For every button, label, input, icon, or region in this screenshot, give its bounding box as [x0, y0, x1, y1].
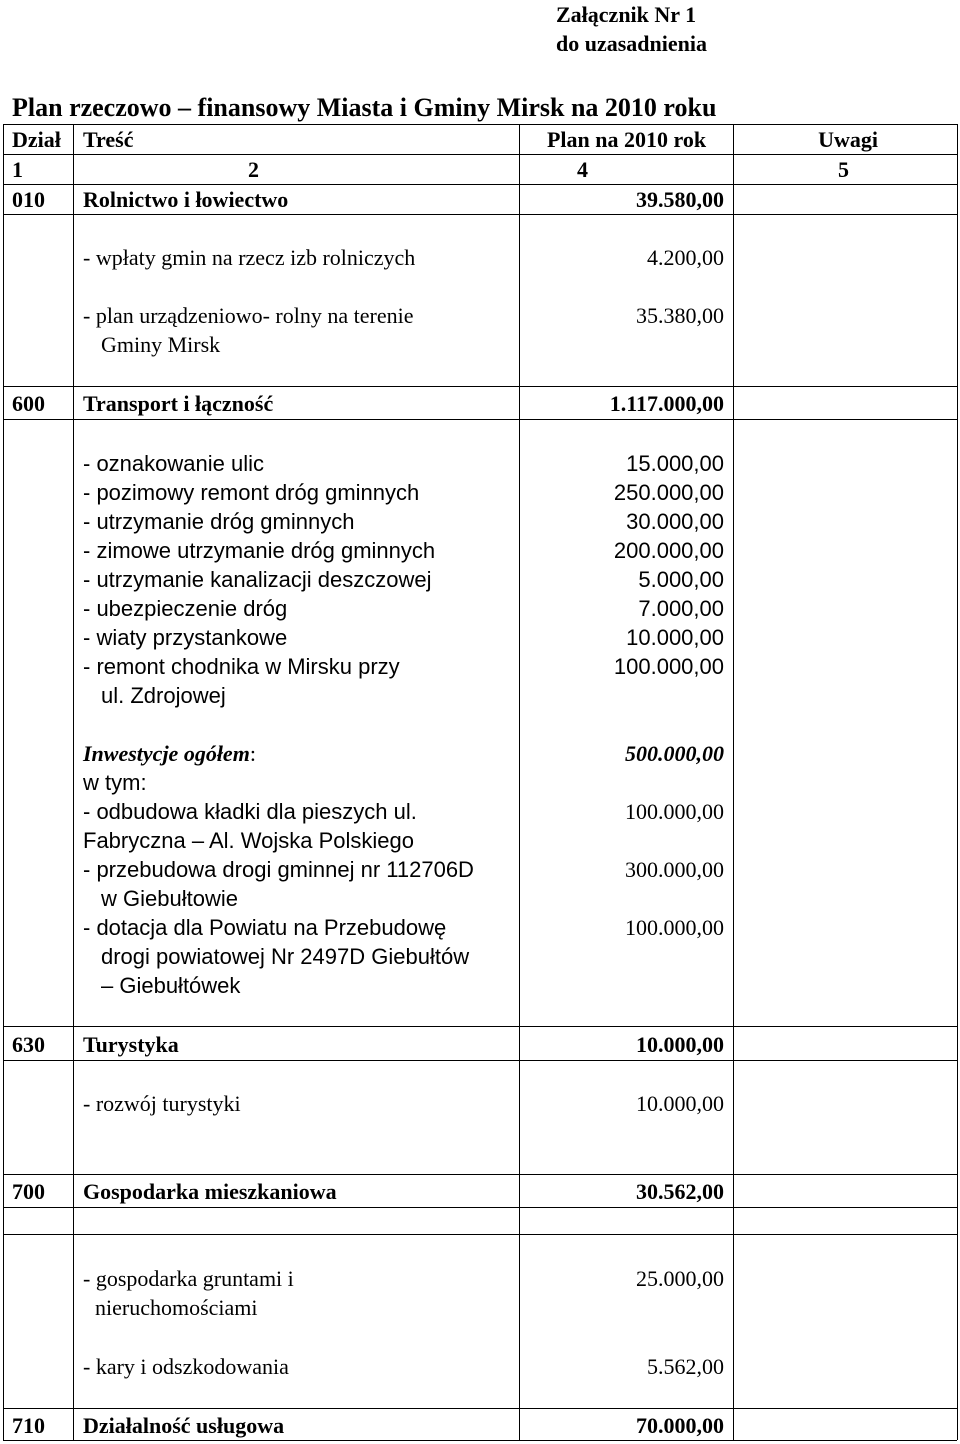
annex-line-1: Załącznik Nr 1	[556, 2, 697, 27]
section-name: Gospodarka mieszkaniowa	[83, 1179, 337, 1204]
section-total: 70.000,00	[636, 1413, 724, 1438]
item-value: 5.562,00	[647, 1354, 724, 1379]
investment-text: - przebudowa drogi gminnej nr 112706D	[83, 857, 474, 882]
section-name: Transport i łączność	[83, 391, 274, 416]
item-value: 250.000,00	[613, 480, 724, 505]
section-code: 600	[12, 391, 45, 416]
rule-010-end	[3, 386, 957, 387]
item-value: 15.000,00	[626, 451, 724, 476]
section-code: 630	[12, 1032, 45, 1057]
investment-text-cont: drogi powiatowej Nr 2497D Giebułtów	[101, 944, 470, 969]
section-name: Działalność usługowa	[83, 1413, 285, 1438]
item-value: 30.000,00	[626, 509, 724, 534]
investment-value: 300.000,00	[625, 857, 724, 882]
item-text: - utrzymanie dróg gminnych	[83, 509, 355, 534]
investment-text-cont: w Giebułtowie	[101, 886, 238, 911]
section-total: 1.117.000,00	[609, 391, 724, 416]
item-text: - utrzymanie kanalizacji deszczowej	[83, 567, 432, 592]
section-name: Rolnictwo i łowiectwo	[83, 187, 289, 212]
item-text: - gospodarka gruntami i	[83, 1266, 294, 1291]
item-value: 10.000,00	[636, 1091, 724, 1116]
investments-label-text: Inwestycje ogółem	[83, 741, 250, 766]
section-total: 39.580,00	[636, 187, 724, 212]
header-uwagi: Uwagi	[818, 127, 878, 152]
item-value: 200.000,00	[613, 538, 724, 563]
item-text: - kary i odszkodowania	[83, 1354, 289, 1379]
item-text-cont: nieruchomościami	[95, 1295, 258, 1320]
rule-600	[3, 419, 957, 420]
investment-value: 100.000,00	[625, 799, 724, 824]
investment-value: 100.000,00	[625, 915, 724, 940]
item-text: - pozimowy remont dróg gminnych	[83, 480, 420, 505]
rule-700	[3, 1207, 957, 1208]
item-text: - rozwój turystyki	[83, 1091, 241, 1116]
col-line-right	[957, 124, 958, 1440]
header-tresc: Treść	[83, 127, 134, 152]
annex-line-2: do uzasadnienia	[556, 31, 707, 56]
item-value: 25.000,00	[636, 1266, 724, 1291]
section-code: 700	[12, 1179, 45, 1204]
item-text: - plan urządzeniowo- rolny na terenie	[83, 303, 414, 328]
investment-text: - dotacja dla Powiatu na Przebudowę	[83, 915, 447, 940]
rule-630-end	[3, 1174, 957, 1175]
colnum-1: 1	[12, 157, 23, 182]
header-plan: Plan na 2010 rok	[546, 127, 707, 152]
rule-710	[3, 1440, 957, 1441]
colnum-4: 4	[577, 157, 588, 182]
section-code: 010	[12, 187, 45, 212]
colnum-5: 5	[838, 157, 849, 182]
investments-label	[83, 739, 256, 768]
rule-700-end	[3, 1408, 957, 1409]
investments-wtym: w tym:	[83, 770, 147, 795]
investment-text-cont: – Giebułtówek	[101, 973, 241, 998]
item-value: 100.000,00	[613, 654, 724, 679]
rule-700-gap	[3, 1234, 957, 1235]
section-code: 710	[12, 1413, 45, 1438]
investment-text-cont: Fabryczna – Al. Wojska Polskiego	[83, 828, 414, 853]
section-name: Turystyka	[83, 1032, 179, 1057]
section-total: 30.562,00	[636, 1179, 724, 1204]
col-line-dzial	[73, 124, 74, 1440]
section-total: 10.000,00	[636, 1032, 724, 1057]
annex-heading	[556, 0, 956, 58]
document-title: Plan rzeczowo – finansowy Miasta i Gminy Mirsk na 2010 roku	[12, 93, 717, 122]
item-text: - wpłaty gmin na rzecz izb rolniczych	[83, 245, 416, 270]
rule-header	[3, 154, 957, 155]
item-text: - ubezpieczenie dróg	[83, 596, 288, 621]
header-dzial: Dział	[12, 127, 61, 152]
item-text: - wiaty przystankowe	[83, 625, 288, 650]
investments-colon: :	[249, 741, 256, 766]
item-value: 7.000,00	[638, 596, 724, 621]
item-text: - remont chodnika w Mirsku przy	[83, 654, 400, 679]
investment-text: - odbudowa kładki dla pieszych ul.	[83, 799, 417, 824]
col-line-plan	[733, 124, 734, 1440]
colnum-2: 2	[248, 157, 259, 182]
col-line-left	[3, 124, 4, 1440]
rule-630	[3, 1060, 957, 1061]
rule-010	[3, 214, 957, 215]
item-value: 35.380,00	[636, 303, 724, 328]
item-text: - zimowe utrzymanie dróg gminnych	[83, 538, 436, 563]
rule-600-end	[3, 1026, 957, 1027]
item-text-cont: Gminy Mirsk	[101, 332, 221, 357]
item-text: - oznakowanie ulic	[83, 451, 264, 476]
item-text-cont: ul. Zdrojowej	[101, 683, 226, 708]
item-value: 10.000,00	[626, 625, 724, 650]
investments-total: 500.000,00	[625, 741, 724, 766]
item-value: 4.200,00	[647, 245, 724, 270]
item-value: 5.000,00	[638, 567, 724, 592]
